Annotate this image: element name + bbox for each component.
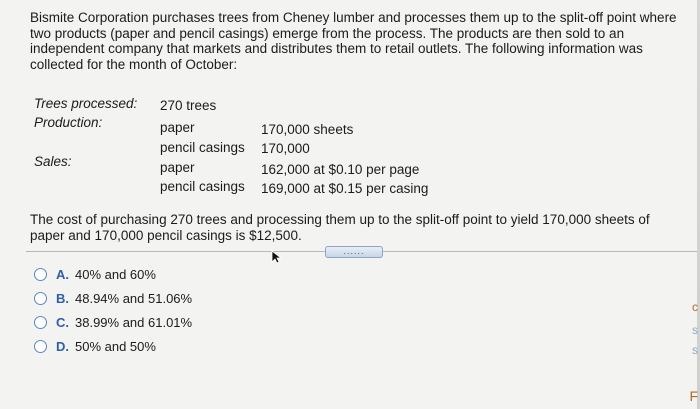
option-c[interactable] xyxy=(34,310,192,334)
question-intro: Bismite Corporation purchases trees from Cheney lumber and processes them up to the split-off point where two products (paper and pencil casings) emerge from the process. The products are then sold to an independent company that markets and distributes them to retail outlets. The following information was collected for the month of October: xyxy=(30,10,677,72)
edge-mark-s2: s xyxy=(692,343,698,357)
production-label: Production: xyxy=(34,115,103,130)
cost-statement: The cost of purchasing 270 trees and processing them up to the split-off point to yield 170,000 sheets of paper and 170,000 pencil casings is $12,500. xyxy=(30,212,650,243)
answer-options xyxy=(34,262,192,358)
production-value-paper: 170,000 sheets xyxy=(261,122,354,137)
radio-icon[interactable] xyxy=(34,316,47,329)
trees-processed-value: 270 trees xyxy=(160,98,217,113)
sales-value-paper: 162,000 at $0.10 per page xyxy=(261,162,420,177)
production-product-paper: paper xyxy=(160,120,195,135)
production-value-pencil: 170,000 xyxy=(261,141,310,156)
radio-icon[interactable] xyxy=(34,268,47,281)
sales-product-pencil: pencil casings xyxy=(160,179,245,194)
sales-label: Sales: xyxy=(34,154,72,169)
radio-icon[interactable] xyxy=(34,292,47,305)
option-text: 38.99% and 61.01% xyxy=(75,314,193,330)
edge-mark-f: F xyxy=(689,388,698,404)
option-letter: D. xyxy=(56,338,69,354)
option-letter: B. xyxy=(56,290,69,306)
production-product-pencil: pencil casings xyxy=(160,140,245,155)
option-text: 50% and 50% xyxy=(75,338,156,354)
option-letter: A. xyxy=(56,266,69,282)
option-a[interactable] xyxy=(34,262,192,286)
edge-mark-s1: s xyxy=(692,323,698,337)
mouse-cursor-icon xyxy=(271,250,281,264)
edge-mark-c: c xyxy=(692,300,698,314)
option-d[interactable] xyxy=(34,334,192,358)
expand-question-button[interactable]: ...... xyxy=(325,246,383,258)
radio-icon[interactable] xyxy=(34,340,47,353)
option-letter: C. xyxy=(56,314,69,330)
sales-product-paper: paper xyxy=(160,160,195,175)
trees-processed-label: Trees processed: xyxy=(34,96,138,111)
option-b[interactable] xyxy=(34,286,192,310)
option-text: 48.94% and 51.06% xyxy=(75,290,193,306)
option-text: 40% and 60% xyxy=(75,266,156,282)
sales-value-pencil: 169,000 at $0.15 per casing xyxy=(261,181,429,196)
